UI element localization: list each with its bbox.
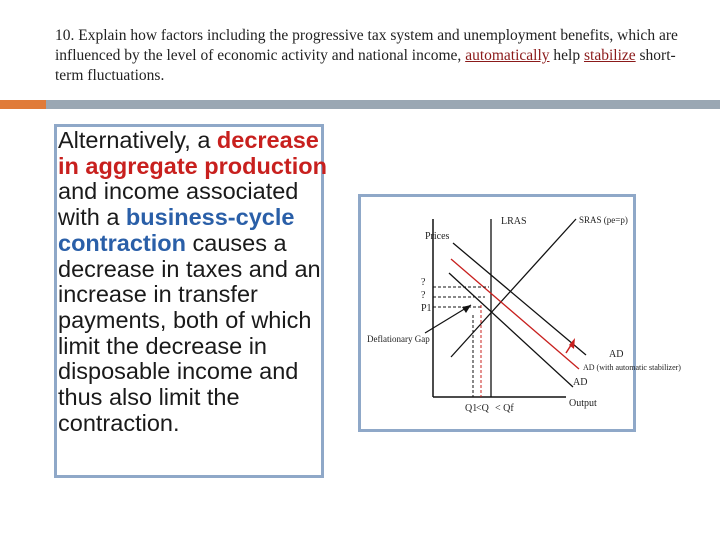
ad-stabilizer-curve <box>451 259 579 369</box>
body-highlight-contraction: business-cycle contraction <box>58 204 295 256</box>
label-prices: Prices <box>425 231 450 242</box>
label-q1: Q1 <box>465 403 478 414</box>
label-output: Output <box>569 398 597 409</box>
body-highlight-decrease: decrease in aggregate production <box>58 127 327 179</box>
question-text <box>55 26 695 86</box>
body-text-1: Alternatively, a <box>58 127 217 153</box>
keyword-automatically: automatically <box>465 47 550 64</box>
label-lras: LRAS <box>501 216 527 227</box>
label-ad-shifted: AD <box>573 377 588 388</box>
label-deflationary-gap: Deflationary Gap <box>367 334 430 344</box>
ad-as-graph <box>361 197 681 429</box>
label-p1: P1 <box>421 303 432 314</box>
label-ad: AD <box>609 349 624 360</box>
body-paragraph <box>58 128 330 436</box>
body-text-3: causes a decrease in taxes and an increase in transfer payments, both of which limit the decrease in disposable income and thus also limit the contraction. <box>58 229 321 436</box>
divider-bar <box>46 100 720 109</box>
sras-curve <box>451 219 576 357</box>
divider-accent <box>0 100 46 109</box>
keyword-stabilize: stabilize <box>583 47 636 64</box>
label-price-q1: ? <box>421 277 426 288</box>
gap-arrow-head <box>462 305 471 313</box>
label-sras: SRAS (pe=p) <box>579 215 628 225</box>
question-intro: 10. Explain how factors including the progressive tax system and unemployment benefits, which are influenced by the level of economic activity and national income, <box>55 27 678 64</box>
body-text-2: and income associated with a <box>58 178 299 231</box>
question-mid: help <box>549 47 584 64</box>
label-q2: < Qf <box>495 403 514 414</box>
shift-arrow-line <box>566 342 573 353</box>
label-price-q2: ? <box>421 290 426 301</box>
label-ad-stabilizer: AD (with automatic stabilizer) <box>583 363 681 372</box>
question-end: short-term fluctuations. <box>55 47 676 84</box>
label-q-mid: <Q <box>476 403 489 414</box>
title-divider <box>0 100 720 109</box>
